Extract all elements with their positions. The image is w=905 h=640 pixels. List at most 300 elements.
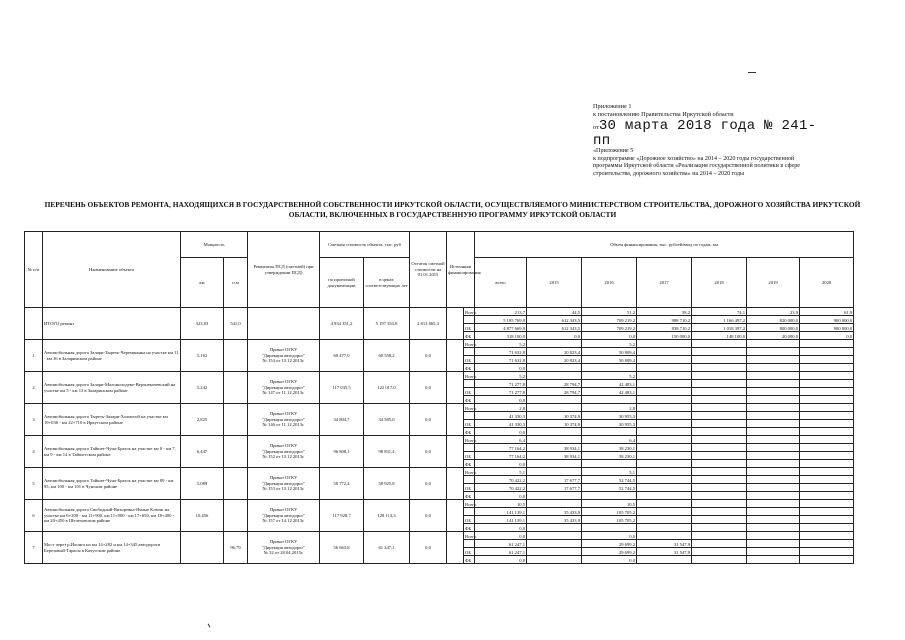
object-requisites	[248, 340, 320, 372]
finance-cell	[692, 436, 747, 444]
finance-cell	[692, 492, 747, 500]
finance-cell	[747, 468, 800, 476]
finance-cell	[800, 436, 854, 444]
finance-cell	[800, 484, 854, 492]
finance-cell: 141 139,1	[475, 508, 527, 516]
finance-cell	[692, 372, 747, 380]
object-km: 2,825	[181, 404, 224, 436]
finance-cell: 10 374,9	[527, 412, 582, 420]
header-km: км	[181, 258, 224, 308]
finance-cell	[800, 420, 854, 428]
total-cell: 900 000,0	[800, 316, 854, 324]
finance-cell	[692, 516, 747, 524]
finance-cell	[747, 460, 800, 468]
finance-cell	[637, 492, 692, 500]
finance-cell	[637, 388, 692, 396]
finance-cell: 17 677,7	[527, 476, 582, 484]
object-cost-project: 117 928,7	[320, 500, 364, 532]
header-year: 2015	[527, 258, 582, 308]
total-cell: 20 000,0	[747, 332, 800, 340]
finance-cell	[527, 436, 582, 444]
finance-cell: 77 164,2	[475, 452, 527, 460]
requisite-line: "Дирекция автодорог"	[261, 448, 306, 454]
object-name: Автомобильная дорога Залари-Тыреть-Черемшанка на участке км 11 - км 16 в Заларинском районе	[43, 340, 181, 372]
object-num: 2	[25, 372, 43, 404]
object-num: 1	[25, 340, 43, 372]
finance-cell	[582, 492, 637, 500]
source-label: ФБ	[464, 524, 475, 532]
finance-cell	[747, 356, 800, 364]
finance-cell: 61 247,1	[475, 540, 527, 548]
object-pm	[224, 340, 248, 372]
total-cost-project: 4 934 351,2	[320, 308, 364, 340]
source-label: ФБ	[464, 556, 475, 564]
annex5-line4: строительства, дорожного хозяйства» на 2014 – 2020 годы	[593, 170, 745, 177]
object-km: 5,242	[181, 372, 224, 404]
finance-cell	[747, 404, 800, 412]
finance-cell	[747, 524, 800, 532]
total-cell: 148 100,0	[692, 332, 747, 340]
finance-cell	[747, 556, 800, 564]
total-cell: 988 710,2	[637, 316, 692, 324]
source-label: Всего	[464, 436, 475, 444]
finance-cell	[747, 364, 800, 372]
header-volume: Объем финансирования, тыс. рублей/ввод по годам, км	[475, 232, 854, 258]
object-km: 5,162	[181, 340, 224, 372]
source-label	[464, 540, 475, 548]
finance-cell	[692, 460, 747, 468]
annex5-line1: «Приложение 5	[593, 148, 634, 154]
source-label: Всего	[464, 372, 475, 380]
finance-cell	[637, 500, 692, 508]
object-km	[181, 532, 224, 564]
finance-cell: 5,2	[475, 372, 527, 380]
object-remaining: 0,0	[410, 372, 447, 404]
finance-cell: 28 794,7	[527, 380, 582, 388]
finance-cell	[747, 508, 800, 516]
finance-cell: 0,0	[582, 556, 637, 564]
finance-cell	[582, 460, 637, 468]
finance-cell	[800, 508, 854, 516]
requisite-line: № 146 от 11.12.2013г.	[262, 422, 305, 428]
total-cost-current: 5 197 353,8	[364, 308, 410, 340]
finance-cell	[637, 468, 692, 476]
total-cell: 709 219,2	[582, 316, 637, 324]
finance-cell	[637, 348, 692, 356]
source-label: ОБ	[464, 516, 475, 524]
finance-cell: 17 677,7	[527, 484, 582, 492]
object-km: 6,447	[181, 436, 224, 468]
scan-mark	[208, 624, 211, 628]
finance-cell: 50 809,4	[582, 348, 637, 356]
title-line2: ОБЛАСТИ, ВКЛЮЧЕННЫХ В ГОСУДАРСТВЕННУЮ ПРОГРАММУ ИРКУТСКОЙ ОБЛАСТИ	[288, 210, 617, 219]
object-pm: 96,79	[224, 532, 248, 564]
finance-cell	[692, 420, 747, 428]
requisite-line: "Дирекция автодорог"	[261, 384, 306, 390]
total-cell: 709 219,2	[582, 324, 637, 332]
finance-cell	[800, 380, 854, 388]
finance-cell	[692, 388, 747, 396]
finance-cell	[747, 476, 800, 484]
finance-cell	[637, 508, 692, 516]
finance-cell: 0,0	[475, 492, 527, 500]
source-gap	[447, 404, 464, 436]
source-label	[464, 444, 475, 452]
header-year: 2019	[747, 258, 800, 308]
finance-cell	[747, 532, 800, 540]
object-num: 7	[25, 532, 43, 564]
requisite-line: Приказ ОГКУ	[269, 475, 298, 481]
finance-cell: 0,0	[475, 460, 527, 468]
finance-cell	[692, 540, 747, 548]
total-source-label: ФБ	[464, 332, 475, 340]
table-row	[25, 436, 854, 444]
source-gap	[447, 340, 464, 372]
finance-cell	[527, 500, 582, 508]
requisite-line: Приказ ОГКУ	[269, 539, 298, 545]
finance-cell	[527, 540, 582, 548]
finance-cell	[527, 468, 582, 476]
source-label: ФБ	[464, 396, 475, 404]
requisite-line: № 32 от 28.04.2015г.	[263, 550, 304, 556]
finance-cell: 105 705,2	[582, 516, 637, 524]
source-label: Всего	[464, 500, 475, 508]
object-remaining: 0,0	[410, 468, 447, 500]
object-km: 10,456	[181, 500, 224, 532]
finance-cell	[692, 404, 747, 412]
source-label: Всего	[464, 404, 475, 412]
finance-cell	[637, 356, 692, 364]
total-cell: 61,9	[800, 308, 854, 316]
header-line2: к постановлению Правительства Иркутской области	[593, 111, 734, 118]
finance-cell	[747, 540, 800, 548]
object-num: 6	[25, 500, 43, 532]
table-row	[25, 500, 854, 508]
header-pm: п.м	[224, 258, 248, 308]
source-label: ФБ	[464, 428, 475, 436]
finance-cell	[747, 372, 800, 380]
finance-cell: 35 433,9	[527, 516, 582, 524]
finance-cell: 29 699,2	[582, 540, 637, 548]
finance-cell	[800, 452, 854, 460]
total-cell: 0,0	[527, 332, 582, 340]
finance-cell	[527, 524, 582, 532]
header-prefix: от	[593, 124, 599, 131]
finance-cell: 31 547,9	[637, 540, 692, 548]
finance-cell	[692, 500, 747, 508]
source-label	[464, 508, 475, 516]
table-row	[25, 468, 854, 476]
requisite-line: "Дирекция автодорог"	[261, 352, 306, 358]
finance-cell: 52 744,5	[582, 484, 637, 492]
object-cost-current: 58 925,8	[364, 468, 410, 500]
finance-cell: 71 277,8	[475, 380, 527, 388]
total-cell: 74,1	[692, 308, 747, 316]
finance-cell	[692, 428, 747, 436]
finance-cell	[527, 372, 582, 380]
object-cost-current: 34 585,0	[364, 404, 410, 436]
finance-cell	[800, 364, 854, 372]
object-pm	[224, 468, 248, 500]
object-name: Автомобильная дорога Залари-Маломолодево-Верхнекочевский на участке км 5 - км 13 в Заларинском районе	[43, 372, 181, 404]
object-cost-current: 128 113,3	[364, 500, 410, 532]
object-pm	[224, 500, 248, 532]
object-requisites	[248, 372, 320, 404]
finance-cell	[800, 468, 854, 476]
finance-cell	[800, 476, 854, 484]
finance-cell	[692, 556, 747, 564]
total-cell: 213,7	[475, 308, 527, 316]
finance-cell	[527, 548, 582, 556]
requisite-line: "Дирекция автодорог"	[261, 480, 306, 486]
finance-cell	[637, 476, 692, 484]
finance-cell: 5,2	[475, 340, 527, 348]
finance-cell: 28 794,7	[527, 388, 582, 396]
source-label: ФБ	[464, 492, 475, 500]
finance-cell	[527, 404, 582, 412]
object-cost-current: 61 247,1	[364, 532, 410, 564]
total-cell: 23,9	[747, 308, 800, 316]
source-gap	[447, 532, 464, 564]
finance-cell	[747, 484, 800, 492]
source-label: ОБ	[464, 388, 475, 396]
finance-cell: 0,0	[475, 364, 527, 372]
finance-cell: 42 483,1	[582, 388, 637, 396]
source-gap	[447, 436, 464, 468]
annex5-block	[593, 148, 833, 178]
object-name: Автомобильная дорога Тайшет-Чуна-Братск на участке км 0 - км 7, км 9 - км 14 в Тайшетском районе	[43, 436, 181, 468]
finance-cell	[582, 396, 637, 404]
finance-cell	[747, 348, 800, 356]
finance-cell: 71 632,8	[475, 356, 527, 364]
header-remaining: Остаток сметной стоимости на 01.01.2015	[410, 232, 447, 308]
finance-cell	[800, 556, 854, 564]
object-cost-project: 117 035,5	[320, 372, 364, 404]
object-remaining: 0,0	[410, 500, 447, 532]
finance-cell: 41 330,3	[475, 420, 527, 428]
finance-cell: 5,1	[475, 468, 527, 476]
object-requisites	[248, 532, 320, 564]
total-cell: 150 000,0	[637, 332, 692, 340]
object-requisites	[248, 404, 320, 436]
finance-cell	[527, 532, 582, 540]
finance-cell: 6,4	[582, 436, 637, 444]
finance-cell: 6,4	[475, 436, 527, 444]
requisite-line: № 153 от 13.12.2013г.	[262, 486, 305, 492]
finance-cell	[747, 396, 800, 404]
total-cell: 1 166 497,2	[692, 316, 747, 324]
finance-cell	[692, 508, 747, 516]
finance-cell	[747, 340, 800, 348]
finance-cell: 10,5	[582, 500, 637, 508]
requisite-line: № 154 от 13.12.2013г.	[262, 358, 305, 364]
finance-cell	[800, 356, 854, 364]
finance-cell: 2,8	[582, 404, 637, 412]
object-remaining: 0,0	[410, 436, 447, 468]
source-label	[464, 380, 475, 388]
object-remaining: 0,0	[410, 404, 447, 436]
source-label	[464, 476, 475, 484]
finance-cell	[747, 452, 800, 460]
total-name: ИТОГО ремонт	[43, 308, 181, 340]
finance-cell	[692, 340, 747, 348]
source-gap	[447, 372, 464, 404]
object-requisites	[248, 436, 320, 468]
finance-cell: 52 744,5	[582, 476, 637, 484]
total-row	[25, 308, 854, 316]
finance-cell: 71 277,8	[475, 388, 527, 396]
header-cost-current: в ценах соответствующих лет	[364, 258, 410, 308]
scan-mark	[748, 72, 756, 73]
header-year: 2017	[637, 258, 692, 308]
finance-cell	[637, 428, 692, 436]
object-cost-project: 96 808,1	[320, 436, 364, 468]
total-cell: 58,2	[637, 308, 692, 316]
finance-cell: 2,8	[475, 404, 527, 412]
finance-cell	[747, 548, 800, 556]
requisite-line: № 157 от 14.12.2013г.	[262, 518, 305, 524]
header-source: Источники финансирования	[447, 232, 475, 308]
source-label: ФБ	[464, 460, 475, 468]
finance-cell	[637, 380, 692, 388]
total-cell: 820 000,0	[747, 316, 800, 324]
total-source-label: Всего	[464, 308, 475, 316]
finance-cell: 50 809,4	[582, 356, 637, 364]
finance-cell: 0,0	[475, 524, 527, 532]
finance-cell	[637, 516, 692, 524]
object-requisites	[248, 500, 320, 532]
finance-cell	[637, 372, 692, 380]
finance-cell: 38 934,1	[527, 444, 582, 452]
total-cell: 838 710,2	[637, 324, 692, 332]
finance-cell	[800, 524, 854, 532]
header-line1: Приложение 1	[593, 103, 632, 110]
finance-cell	[800, 412, 854, 420]
table-row	[25, 372, 854, 380]
finance-cell: 20 823,4	[527, 356, 582, 364]
finance-cell	[527, 364, 582, 372]
finance-cell: 0,0	[475, 428, 527, 436]
finance-cell: 38 934,1	[527, 452, 582, 460]
finance-cell	[692, 548, 747, 556]
total-source-label: ОБ	[464, 324, 475, 332]
finance-cell	[692, 524, 747, 532]
annex5-line3: программы Иркутской области «Реализация государственной политики в сфере	[593, 163, 801, 170]
source-label: ОБ	[464, 452, 475, 460]
finance-cell	[637, 444, 692, 452]
requisite-line: Приказ ОГКУ	[269, 443, 298, 449]
object-remaining: 0,0	[410, 340, 447, 372]
requisite-line: № 147 от 11.12.2013г.	[262, 390, 305, 396]
finance-cell	[637, 420, 692, 428]
finance-cell: 5,1	[582, 468, 637, 476]
finance-cell: 77 164,2	[475, 444, 527, 452]
requisite-line: "Дирекция автодорог"	[261, 544, 306, 550]
finance-cell	[747, 436, 800, 444]
table-body	[25, 308, 854, 564]
object-cost-project: 34 804,7	[320, 404, 364, 436]
finance-cell	[800, 516, 854, 524]
source-label: ОБ	[464, 484, 475, 492]
finance-cell	[747, 428, 800, 436]
header-cost: Сметная стоимость объекта, тыс. руб	[320, 232, 410, 258]
requisite-line: Приказ ОГКУ	[269, 379, 298, 385]
finance-cell: 0,0	[582, 532, 637, 540]
finance-cell: 70 422,2	[475, 476, 527, 484]
object-cost-current: 60 558,2	[364, 340, 410, 372]
finance-cell	[692, 468, 747, 476]
source-gap	[447, 500, 464, 532]
finance-cell	[692, 412, 747, 420]
finance-cell	[800, 372, 854, 380]
finance-cell	[527, 556, 582, 564]
finance-cell	[527, 492, 582, 500]
total-cell: 5 195 769,9	[475, 316, 527, 324]
finance-cell	[800, 428, 854, 436]
finance-cell: 30 955,3	[582, 412, 637, 420]
requisite-line: "Дирекция автодорог"	[261, 512, 306, 518]
finance-cell: 5,2	[582, 372, 637, 380]
finance-cell: 0,0	[475, 396, 527, 404]
finance-cell	[692, 532, 747, 540]
finance-cell	[582, 428, 637, 436]
header-date	[593, 119, 833, 149]
finance-cell	[747, 500, 800, 508]
requisite-line: Приказ ОГКУ	[269, 347, 298, 353]
finance-cell	[747, 492, 800, 500]
finance-cell	[800, 340, 854, 348]
finance-cell	[747, 444, 800, 452]
finance-cell	[637, 412, 692, 420]
object-remaining: 0,0	[410, 532, 447, 564]
finance-cell: 70 422,2	[475, 484, 527, 492]
total-cell: 900 000,0	[800, 324, 854, 332]
finance-cell	[637, 532, 692, 540]
finance-cell: 20 823,4	[527, 348, 582, 356]
finance-cell	[692, 444, 747, 452]
header-name: Наименование объекта	[43, 232, 181, 308]
finance-cell	[637, 404, 692, 412]
finance-cell	[692, 396, 747, 404]
finance-cell: 29 699,2	[582, 548, 637, 556]
total-cell: 0,0	[582, 332, 637, 340]
finance-cell	[692, 380, 747, 388]
object-cost-project: 58 772,4	[320, 468, 364, 500]
finance-cell	[800, 500, 854, 508]
header-cost-project: по проектной документации	[320, 258, 364, 308]
finance-cell	[692, 348, 747, 356]
finance-cell	[747, 516, 800, 524]
finance-cell	[800, 460, 854, 468]
total-source-label	[464, 316, 475, 324]
finance-cell	[800, 532, 854, 540]
finance-cell: 61 247,1	[475, 548, 527, 556]
header-num: № п/п	[25, 232, 43, 308]
total-cell: 1 018 397,2	[692, 324, 747, 332]
object-pm	[224, 372, 248, 404]
finance-cell	[527, 428, 582, 436]
total-cell: 612 343,5	[527, 324, 582, 332]
object-pm	[224, 404, 248, 436]
object-cost-current: 98 831,4	[364, 436, 410, 468]
table-row	[25, 532, 854, 540]
finance-cell: 42 483,1	[582, 380, 637, 388]
finance-cell: 38 230,1	[582, 452, 637, 460]
finance-cell: 105 705,2	[582, 508, 637, 516]
finance-cell: 31 547,9	[637, 548, 692, 556]
finance-cell: 0,0	[475, 556, 527, 564]
table-row	[25, 340, 854, 348]
